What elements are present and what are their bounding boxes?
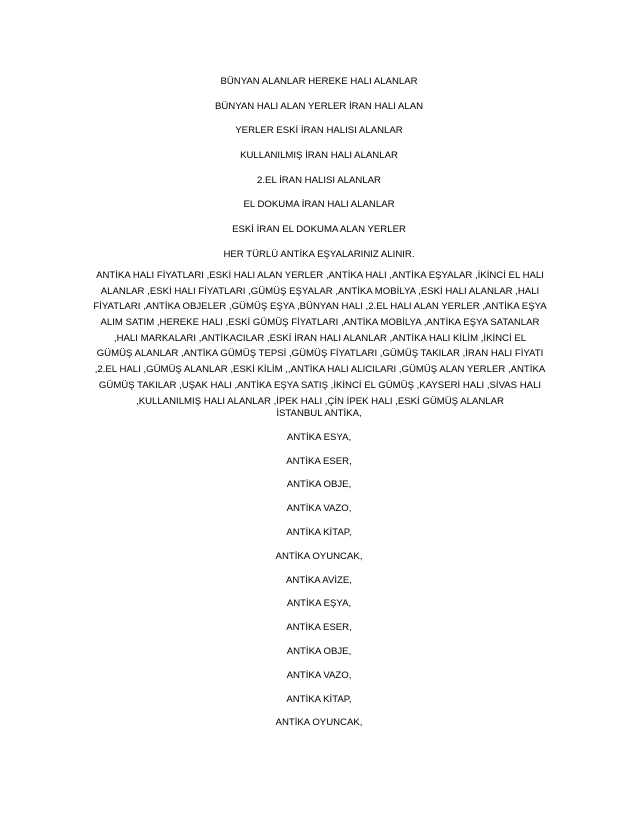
- keyword-paragraph: [78, 268, 562, 409]
- paragraph-line: GÜMÜŞ ALANLAR ,ANTİKA GÜMÜŞ TEPSİ ,GÜMÜŞ FİYATLARI ,GÜMÜŞ TAKILAR ,İRAN HALI FİYATI: [96, 348, 544, 360]
- paragraph-line: GÜMÜŞ TAKILAR ,UŞAK HALI ,ANTİKA EŞYA SATIŞ ,İKİNCİ EL GÜMÜŞ ,KAYSERİ HALI ,SİVAS HALI: [98, 379, 542, 391]
- list-item: ANTİKA OBJE,: [286, 479, 352, 491]
- list-item: ANTİKA VAZO,: [286, 669, 352, 681]
- heading-line: ESKİ İRAN EL DOKUMA ALAN YERLER: [232, 224, 406, 236]
- list-item: İSTANBUL ANTİKA,: [276, 408, 362, 419]
- list-item: ANTİKA AVİZE,: [286, 574, 352, 586]
- heading-block: [0, 76, 638, 274]
- list-item: ANTİKA OYUNCAK,: [275, 717, 363, 729]
- heading-line: KULLANILMIŞ İRAN HALI ALANLAR: [240, 150, 398, 162]
- paragraph-line: FİYATLARI ,ANTİKA OBJELER ,GÜMÜŞ EŞYA ,BÜNYAN HALI ,2.EL HALI ALAN YERLER ,ANTİKA EŞYA: [93, 301, 547, 313]
- paragraph-line: ,HALI MARKALARI ,ANTİKACILAR ,ESKİ İRAN HALI ALANLAR ,ANTİKA HALI KİLİM ,İKİNCİ EL: [113, 332, 527, 344]
- paragraph-line: ANTİKA HALI FİYATLARI ,ESKİ HALI ALAN YERLER ,ANTİKA HALI ,ANTİKA EŞYALAR ,İKİNCİ EL HALI: [96, 270, 544, 281]
- paragraph-line: ALIM SATIM ,HEREKE HALI ,ESKİ GÜMÜŞ FİYATLARI ,ANTİKA MOBİLYA ,ANTİKA EŞYA SATANLAR: [100, 317, 540, 329]
- list-item: ANTİKA OBJE,: [286, 645, 352, 657]
- list-item: ANTİKA KİTAP,: [286, 526, 352, 538]
- antika-list: [0, 408, 638, 741]
- list-item: ANTİKA EŞYA,: [286, 598, 352, 610]
- heading-line: YERLER ESKİ İRAN HALISI ALANLAR: [235, 125, 403, 137]
- paragraph-line: ,KULLANILMIŞ HALI ALANLAR ,İPEK HALI ,ÇİN İPEK HALI ,ESKİ GÜMÜŞ ALANLAR: [136, 395, 504, 407]
- list-item: ANTİKA OYUNCAK,: [275, 550, 363, 562]
- list-item: ANTİKA ESYA,: [286, 431, 352, 443]
- list-item: ANTİKA VAZO,: [286, 503, 352, 515]
- list-item: ANTİKA ESER,: [286, 455, 352, 467]
- heading-line: BÜNYAN HALI ALAN YERLER İRAN HALI ALAN: [214, 100, 424, 112]
- list-item: ANTİKA KİTAP,: [286, 693, 352, 705]
- paragraph-line: ,2.EL HALI ,GÜMÜŞ ALANLAR ,ESKİ KİLİM ,,ANTİKA HALI ALICILARI ,GÜMÜŞ ALAN YERLER ,ANTİKA: [94, 364, 546, 376]
- heading-line: BÜNYAN ALANLAR HEREKE HALI ALANLAR: [220, 76, 418, 87]
- heading-line: 2.EL İRAN HALISI ALANLAR: [257, 174, 381, 186]
- heading-line: HER TÜRLÜ ANTİKA EŞYALARINIZ ALINIR.: [223, 248, 415, 260]
- heading-line: EL DOKUMA İRAN HALI ALANLAR: [243, 199, 395, 211]
- list-item: ANTİKA ESER,: [286, 622, 352, 634]
- paragraph-line: ALANLAR ,ESKİ HALI FİYATLARI ,GÜMÜŞ EŞYALAR ,ANTİKA MOBİLYA ,ESKİ HALI ALANLAR ,HALI: [100, 285, 540, 297]
